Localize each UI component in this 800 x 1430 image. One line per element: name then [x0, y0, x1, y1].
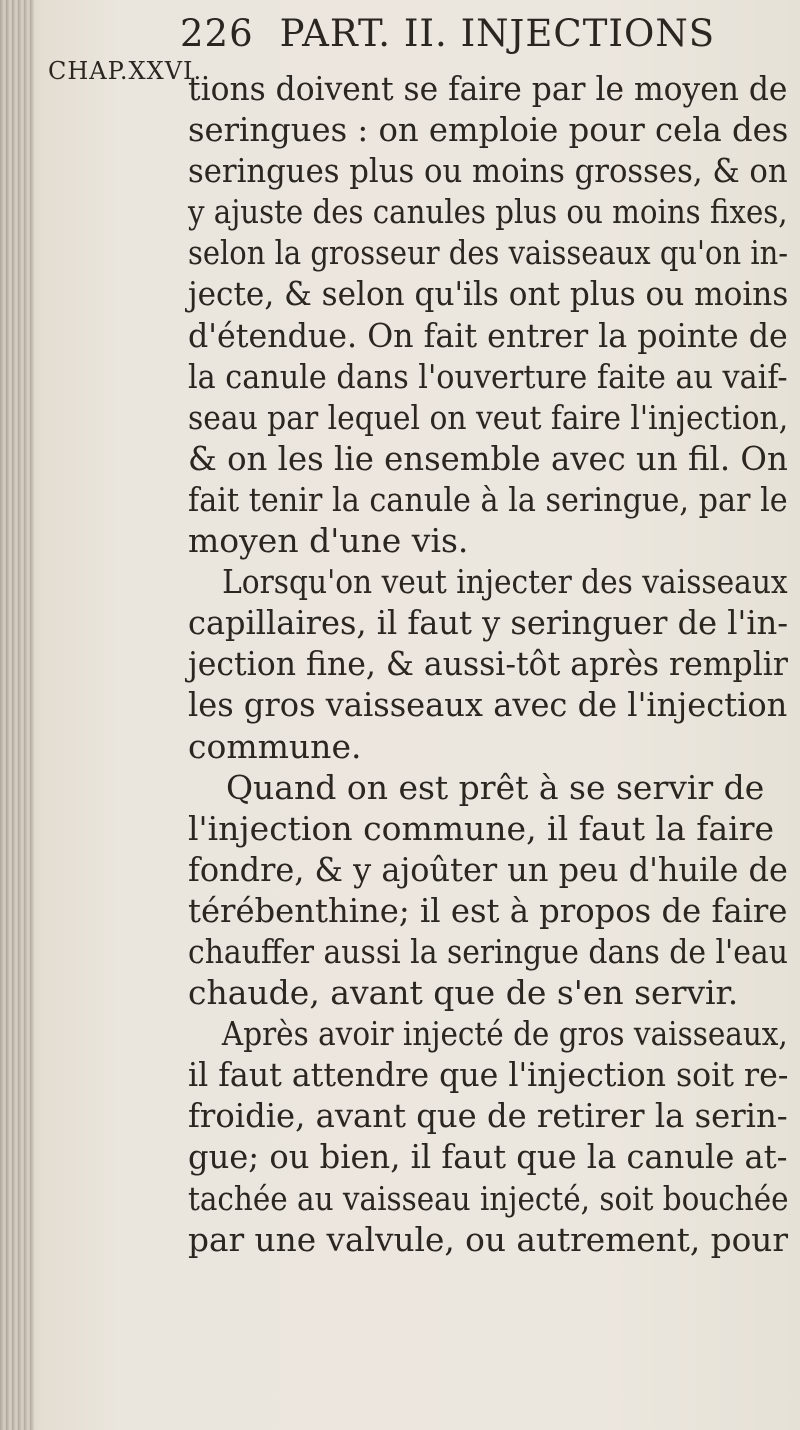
text-line: par une valvule, ou autrement, pour: [188, 1219, 789, 1259]
running-title: PART. II. INJECTIONS: [279, 12, 716, 55]
text-line: fait tenir la canule à la seringue, par le: [188, 479, 788, 519]
text-line: Lorsqu'on veut injecter des vaisseaux: [222, 562, 788, 602]
text-line: chaude, avant que de s'en servir.: [188, 973, 739, 1013]
text-line: commune.: [188, 726, 362, 766]
text-line: seau par lequel on veut faire l'injection,: [188, 397, 789, 437]
text-line: froidie, avant que de retirer la serin-: [188, 1096, 788, 1136]
binding-gutter: [0, 0, 34, 1430]
text-line: & on les lie ensemble avec un fil. On: [188, 438, 788, 478]
text-line: capillaires, il faut y seringuer de l'in-: [188, 603, 789, 643]
text-line: l'injection commune, il faut la faire: [188, 808, 775, 848]
text-line: tachée au vaisseau injecté, soit bouchée: [188, 1178, 789, 1218]
text-line: moyen d'une vis.: [188, 521, 469, 561]
running-head: [180, 12, 740, 56]
text-line: seringues : on emploie pour cela des: [188, 110, 789, 150]
text-line: y ajuste des canules plus ou moins fixes,: [188, 192, 788, 232]
text-line: chauffer aussi la seringue dans de l'eau: [188, 931, 788, 971]
text-line: tions doivent se faire par le moyen de: [188, 69, 788, 108]
text-line: gue; ou bien, il faut que la canule at-: [188, 1137, 788, 1177]
page-number: 226: [180, 12, 254, 55]
text-line: Quand on est prêt à se servir de: [226, 767, 765, 807]
text-line: d'étendue. On fait entrer la pointe de: [188, 315, 788, 355]
chapter-margin-note: CHAP.XXVI.: [48, 57, 203, 85]
text-line: jection fine, & aussi-tôt après remplir: [188, 644, 788, 684]
text-line: il faut attendre que l'injection soit re-: [188, 1055, 789, 1095]
text-line: jecte, & selon qu'ils ont plus ou moins: [188, 274, 789, 314]
text-line: térébenthine; il est à propos de faire: [188, 890, 788, 930]
body-text: [188, 68, 788, 1260]
text-line: seringues plus ou moins grosses, & on: [188, 151, 788, 191]
text-line: les gros vaisseaux avec de l'injection: [188, 685, 788, 725]
text-line: fondre, & y ajoûter un peu d'huile de: [188, 849, 788, 889]
text-line: selon la grosseur des vaisseaux qu'on in-: [188, 233, 789, 273]
text-line: la canule dans l'ouverture faite au vaif-: [188, 356, 788, 396]
text-line: Après avoir injecté de gros vaisseaux,: [221, 1014, 788, 1054]
